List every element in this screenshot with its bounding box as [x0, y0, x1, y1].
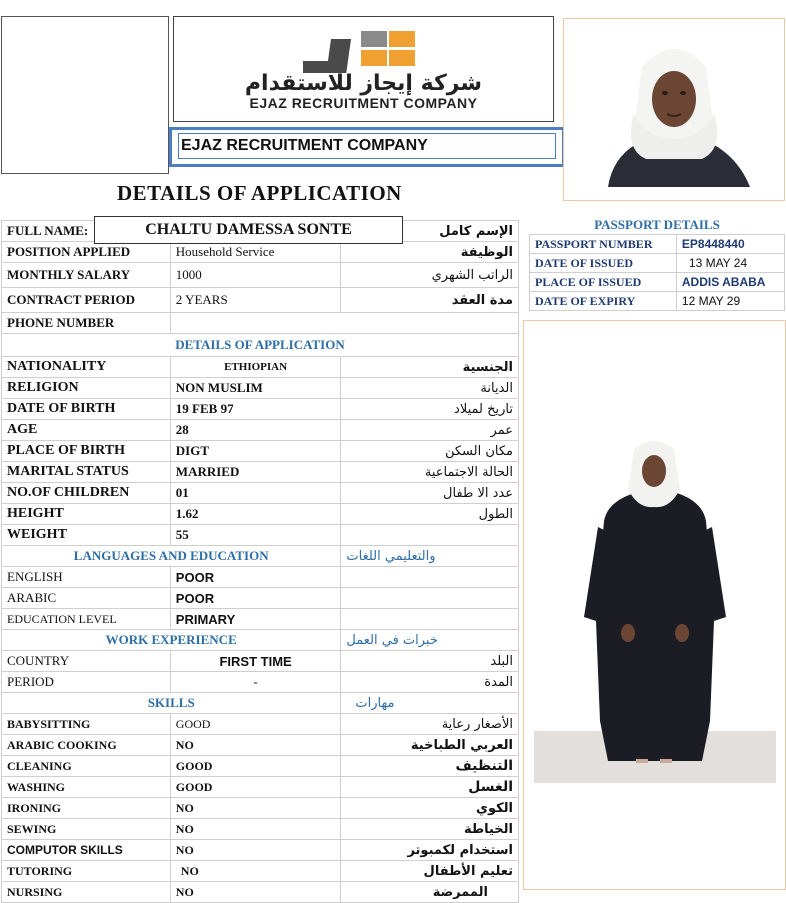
- table-row: [2, 672, 519, 693]
- passport-row: [530, 254, 785, 273]
- table-row: [2, 378, 519, 399]
- work-heading: WORK EXPERIENCE: [2, 630, 341, 651]
- skill-label: WASHING: [2, 777, 171, 798]
- salary-value: 1000: [170, 263, 341, 288]
- languages-heading: LANGUAGES AND EDUCATION: [2, 546, 341, 567]
- skill-value: NO: [170, 840, 341, 861]
- table-row: [2, 483, 519, 504]
- marital-ar: الحالة الاجتماعية: [341, 462, 519, 483]
- dob-label: DATE OF BIRTH: [2, 399, 171, 420]
- dob-value: 19 FEB 97: [170, 399, 341, 420]
- table-row: [2, 819, 519, 840]
- nationality-label: NATIONALITY: [2, 357, 171, 378]
- religion-label: RELIGION: [2, 378, 171, 399]
- page-title: DETAILS OF APPLICATION: [117, 181, 402, 205]
- skill-ar: استخدام لكمبوتر: [341, 840, 519, 861]
- table-row: [2, 399, 519, 420]
- skill-ar: التنظيف: [341, 756, 519, 777]
- full-name-ar: الإسم كامل: [341, 221, 519, 242]
- nationality-ar: الجنسية: [341, 357, 519, 378]
- skill-ar: الخياطة: [341, 819, 519, 840]
- skill-ar: الغسل: [341, 777, 519, 798]
- table-row: [2, 420, 519, 441]
- skill-ar: الممرضة: [341, 882, 519, 903]
- weight-label: WEIGHT: [2, 525, 171, 546]
- skill-value: GOOD: [170, 777, 341, 798]
- country-value: FIRST TIME: [170, 651, 341, 672]
- skill-label: CLEANING: [2, 756, 171, 777]
- phone-label: PHONE NUMBER: [2, 313, 171, 334]
- company-name-bar: [169, 127, 565, 167]
- period-value: -: [170, 672, 341, 693]
- table-row: [2, 462, 519, 483]
- table-row: [2, 242, 519, 263]
- date-issued-value: 13 MAY 24: [676, 254, 784, 273]
- skill-label: NURSING: [2, 882, 171, 903]
- place-issued-label: PLACE OF ISSUED: [530, 273, 677, 292]
- weight-value: 55: [170, 525, 341, 546]
- skill-label: SEWING: [2, 819, 171, 840]
- education-label: EDUCATION LEVEL: [2, 609, 171, 630]
- nationality-value: ETHIOPIAN: [170, 357, 341, 378]
- arabic-value: POOR: [170, 588, 341, 609]
- skill-value: NO: [170, 861, 341, 882]
- logo-english-text: EJAZ RECRUITMENT COMPANY: [249, 95, 478, 111]
- skill-value: NO: [170, 735, 341, 756]
- skill-label: COMPUTOR SKILLS: [2, 840, 171, 861]
- birthplace-value: DIGT: [170, 441, 341, 462]
- children-value: 01: [170, 483, 341, 504]
- position-label: POSITION APPLIED: [2, 242, 171, 263]
- height-ar: الطول: [341, 504, 519, 525]
- religion-ar: الديانة: [341, 378, 519, 399]
- skill-value: NO: [170, 882, 341, 903]
- date-expiry-value: 12 MAY 29: [676, 292, 784, 311]
- blank-box: [1, 16, 169, 174]
- passport-number-label: PASSPORT NUMBER: [530, 235, 677, 254]
- application-table: [1, 220, 519, 903]
- skill-value: GOOD: [170, 756, 341, 777]
- country-label: COUNTRY: [2, 651, 171, 672]
- salary-ar: الراتب الشهري: [341, 263, 519, 288]
- position-ar: الوظيفة: [341, 242, 519, 263]
- marital-value: MARRIED: [170, 462, 341, 483]
- marital-label: MARITAL STATUS: [2, 462, 171, 483]
- birthplace-label: PLACE OF BIRTH: [2, 441, 171, 462]
- age-value: 28: [170, 420, 341, 441]
- contract-label: CONTRACT PERIOD: [2, 288, 171, 313]
- table-row: [2, 263, 519, 288]
- table-row: [2, 735, 519, 756]
- table-row: [2, 777, 519, 798]
- table-row: [2, 714, 519, 735]
- skill-ar: الكوي: [341, 798, 519, 819]
- religion-value: NON MUSLIM: [170, 378, 341, 399]
- table-row: [2, 651, 519, 672]
- logo-mark-icon: [301, 25, 421, 77]
- passport-row: [530, 235, 785, 254]
- dob-ar: تاريخ لميلاد: [341, 399, 519, 420]
- passport-heading: PASSPORT DETAILS: [594, 217, 720, 232]
- table-row: [2, 840, 519, 861]
- skill-label: TUTORING: [2, 861, 171, 882]
- company-logo: [173, 16, 554, 122]
- table-row: [2, 567, 519, 588]
- table-row: [2, 313, 519, 334]
- height-label: HEIGHT: [2, 504, 171, 525]
- country-ar: البلد: [341, 651, 519, 672]
- person-headshot-icon: [564, 19, 784, 200]
- skill-value: NO: [170, 819, 341, 840]
- height-value: 1.62: [170, 504, 341, 525]
- skill-value: NO: [170, 798, 341, 819]
- table-row: [2, 588, 519, 609]
- table-row: [2, 861, 519, 882]
- company-name-text: EJAZ RECRUITMENT COMPANY: [178, 133, 556, 159]
- logo-arabic-text: شركة إيجاز للاستقدام: [244, 71, 483, 96]
- applicant-name: CHALTU DAMESSA SONTE: [94, 216, 403, 244]
- section-details-heading: DETAILS OF APPLICATION: [2, 334, 519, 357]
- position-value: Household Service: [170, 242, 341, 263]
- age-ar: عمر: [341, 420, 519, 441]
- english-value: POOR: [170, 567, 341, 588]
- skill-ar: الأصغار رعاية: [341, 714, 519, 735]
- children-ar: عدد الا طفال: [341, 483, 519, 504]
- passport-table: [529, 216, 785, 311]
- table-row: [2, 288, 519, 313]
- skill-label: ARABIC COOKING: [2, 735, 171, 756]
- date-issued-label: DATE OF ISSUED: [530, 254, 677, 273]
- birthplace-ar: مكان السكن: [341, 441, 519, 462]
- headshot-photo: [563, 18, 785, 201]
- skill-label: BABYSITTING: [2, 714, 171, 735]
- skill-ar: تعليم الأطفال: [341, 861, 519, 882]
- passport-row: [530, 292, 785, 311]
- education-value: PRIMARY: [170, 609, 341, 630]
- table-row: [2, 357, 519, 378]
- period-ar: المدة: [341, 672, 519, 693]
- languages-heading-ar: والتعليمي اللغات: [341, 546, 519, 567]
- skills-heading-ar: مهارات: [341, 693, 519, 714]
- table-row: [2, 441, 519, 462]
- person-full-body-icon: [524, 321, 785, 889]
- weight-ar: [341, 525, 519, 546]
- salary-label: MONTHLY SALARY: [2, 263, 171, 288]
- contract-value: 2 YEARS: [170, 288, 341, 313]
- full-name-label: FULL NAME:: [2, 221, 171, 242]
- skill-value: GOOD: [170, 714, 341, 735]
- table-row: [2, 756, 519, 777]
- english-label: ENGLISH: [2, 567, 171, 588]
- table-row: [2, 798, 519, 819]
- table-row: [2, 882, 519, 903]
- skills-heading: SKILLS: [2, 693, 341, 714]
- phone-value: [170, 313, 518, 334]
- skill-ar: العربي الطباخية: [341, 735, 519, 756]
- passport-row: [530, 273, 785, 292]
- period-label: PERIOD: [2, 672, 171, 693]
- date-expiry-label: DATE OF EXPIRY: [530, 292, 677, 311]
- table-row: [2, 609, 519, 630]
- place-issued-value: ADDIS ABABA: [676, 273, 784, 292]
- table-row: [2, 525, 519, 546]
- children-label: NO.OF CHILDREN: [2, 483, 171, 504]
- arabic-label: ARABIC: [2, 588, 171, 609]
- contract-ar: مدة العقد: [341, 288, 519, 313]
- age-label: AGE: [2, 420, 171, 441]
- table-row: [2, 504, 519, 525]
- full-body-photo: [523, 320, 786, 890]
- passport-number-value: EP8448440: [676, 235, 784, 254]
- work-heading-ar: خبرات في العمل: [341, 630, 519, 651]
- skill-label: IRONING: [2, 798, 171, 819]
